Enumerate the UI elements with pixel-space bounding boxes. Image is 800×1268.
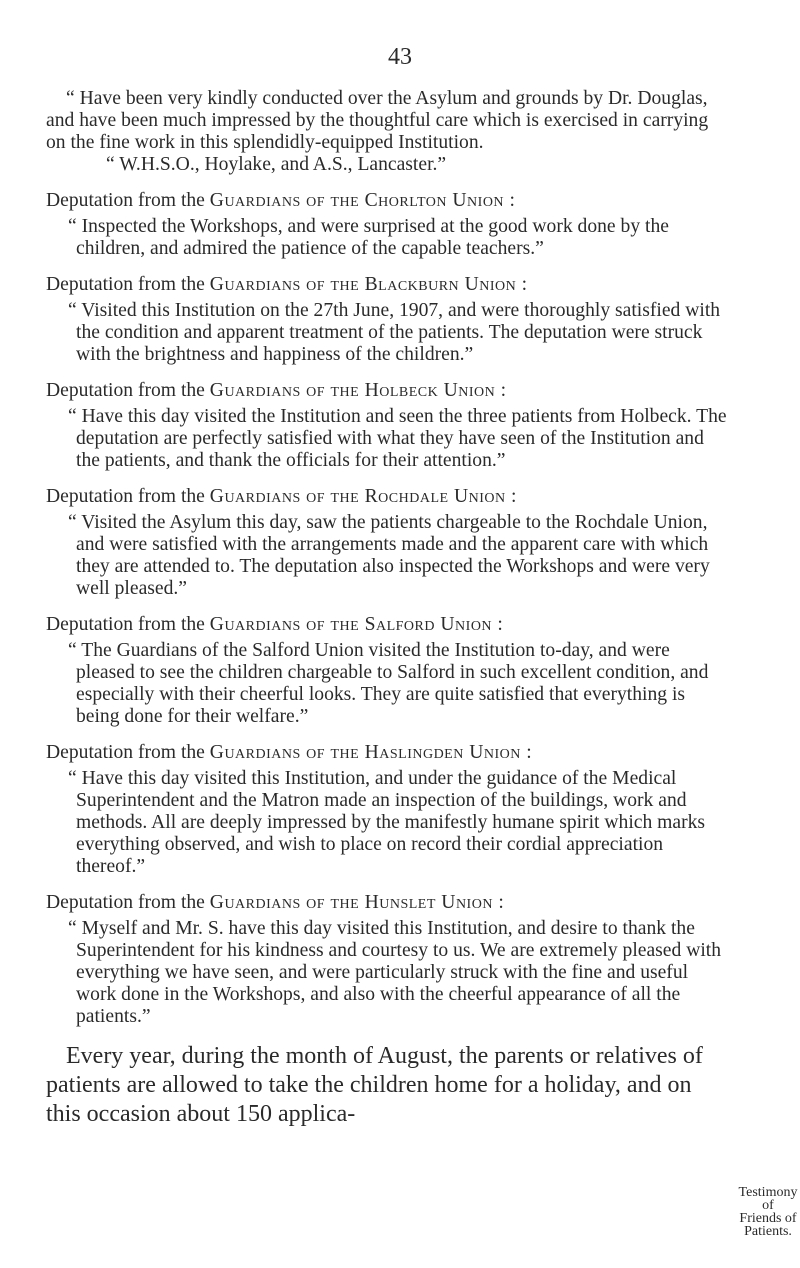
marginal-note: [736, 1186, 800, 1238]
deputation-haslingden: [46, 742, 731, 878]
marginal-line: Friends of: [739, 1211, 797, 1226]
deputation-salford: [46, 614, 731, 728]
deputation-quote: “ Visited the Asylum this day, saw the patients chargeable to the Rochdale Union, and were satisfied with the arrangements made and the apparent care with which they are attended to. The deputation also inspected the Workshops and were very well pleased.”: [68, 512, 710, 599]
opening-testimony: [46, 88, 731, 176]
page-body: [46, 88, 731, 1153]
deputation-heading: Deputation from the Guardians of the Blackburn Union :: [46, 274, 528, 295]
deputation-quote: “ Have this day visited the Institution and seen the three patients from Holbeck. The deputation are perfectly satisfied with what they have seen of the Institution and the patients, and thank the officials for their attention.”: [68, 406, 727, 471]
deputation-heading: Deputation from the Guardians of the Rochdale Union :: [46, 486, 517, 507]
deputation-chorlton: [46, 190, 731, 260]
deputation-quote: “ Visited this Institution on the 27th June, 1907, and were thoroughly satisfied with the condition and apparent treatment of the patients. The deputation were struck with the brightness and happiness of the children.”: [68, 300, 721, 365]
deputation-quote: “ Inspected the Workshops, and were surprised at the good work done by the children, and admired the patience of the capable teachers.”: [68, 216, 669, 259]
deputation-holbeck: [46, 380, 731, 472]
deputation-quote: “ The Guardians of the Salford Union visited the Institution to-day, and were pleased to see the children chargeable to Salford in such excellent condition, and especially with their cheerful looks. They are quite satisfied that everything is being done for their welfare.”: [68, 640, 709, 727]
deputation-quote: “ Have this day visited this Institution, and under the guidance of the Medical Superintendent and the Matron made an inspection of the buildings, work and methods. All are deeply impressed by the manifestly humane spirit which marks everything observed, and wish to place on record their cordial appreciation thereof.”: [68, 768, 706, 877]
deputation-heading: Deputation from the Guardians of the Hunslet Union :: [46, 892, 505, 913]
deputation-hunslet: [46, 892, 731, 1028]
deputation-heading: Deputation from the Guardians of the Salford Union :: [46, 614, 504, 635]
marginal-line: Patients.: [744, 1224, 792, 1239]
closing-paragraph: Every year, during the month of August, the parents or relatives of patients are allowed to take the children home for a holiday, and on this occasion about 150 applica-: [46, 1043, 703, 1127]
opening-signature: “ W.H.S.O., Hoylake, and A.S., Lancaster.”: [106, 154, 447, 175]
deputation-quote: “ Myself and Mr. S. have this day visited this Institution, and desire to thank the Superintendent for his kindness and courtesy to us. We are extremely pleased with everything we have seen, and were particularly struck with the fine and useful work done in the Workshops, and also with the cheerful appearance of all the patients.”: [68, 918, 722, 1027]
page-number: 43: [388, 44, 412, 70]
deputation-heading: Deputation from the Guardians of the Holbeck Union :: [46, 380, 507, 401]
deputation-heading: Deputation from the Guardians of the Haslingden Union :: [46, 742, 533, 763]
deputation-heading: Deputation from the Guardians of the Chorlton Union :: [46, 190, 516, 211]
deputation-rochdale: [46, 486, 731, 600]
opening-quote: “ Have been very kindly conducted over the Asylum and grounds by Dr. Douglas, and have been much impressed by the thoughtful care which is exercised in carrying on the fine work in this splendidly-equipped Institution.: [46, 88, 709, 153]
marginal-line: Testimony of: [738, 1185, 798, 1213]
deputation-blackburn: [46, 274, 731, 366]
